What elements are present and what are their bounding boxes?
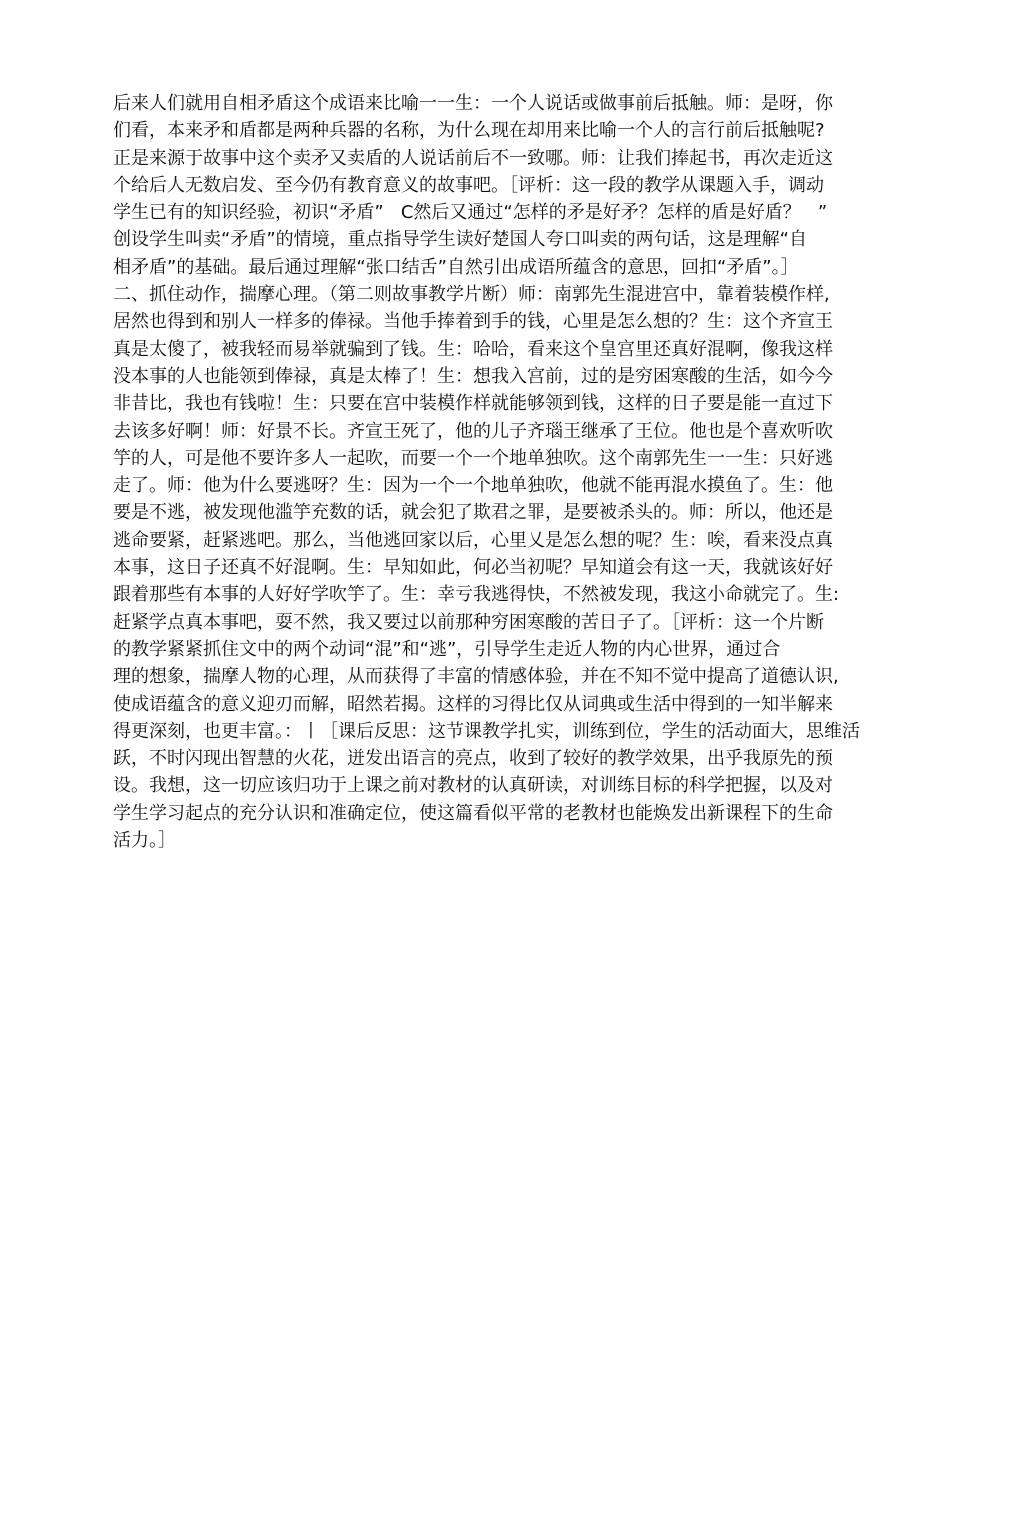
text-line: 正是来源于故事中这个卖矛又卖盾的人说话前后不一致哪。师：让我们捧起书，再次走近这 — [113, 147, 833, 169]
text-line: 跃，不时闪现出智慧的火花，迸发出语言的亮点，收到了较好的教学效果，出乎我原先的预 — [113, 748, 833, 770]
text-line: 理的想象，揣摩人物的心理，从而获得了丰富的情感体验，并在不知不觉中提高了道德认识, — [113, 666, 839, 688]
text-line: 走了。师：他为什么要逃呀？生：因为一个一个地单独吹，他就不能再混水摸鱼了。生：他 — [113, 475, 833, 497]
text-line: 们看，本来矛和盾都是两种兵器的名称，为什么现在却用来比喻一个人的言行前后抵触呢? — [113, 120, 825, 142]
text-line: 个给后人无数启发、至今仍有教育意义的故事吧。［评析：这一段的教学从课题入手，调动 — [113, 174, 824, 196]
text-line: 赶紧学点真本事吧，耍不然，我又要过以前那种穷困寒酸的苦日子了。［评析：这一个片断 — [113, 611, 824, 633]
text-line: 后来人们就用自相矛盾这个成语来比喻一一生：一个人说话或做事前后抵触。师：是呀，你 — [113, 93, 833, 114]
text-line: 学生已有的知识经验，初识“矛盾” C然后又通过“怎样的矛是好矛？怎样的盾是好盾？ ” — [113, 202, 828, 224]
text-line: 没本事的人也能领到俸禄，真是太棒了！生：想我入宫前，过的是穷困寒酸的生活，如今今 — [113, 365, 833, 387]
text-line: 的教学紧紧抓住文中的两个动词“混”和“逃”，引导学生走近人物的内心世界，通过合 — [113, 638, 781, 660]
text-line: 非昔比，我也有钱啦！生：只要在宫中装模作样就能够领到钱，这样的日子要是能一直过下 — [113, 393, 833, 415]
text-line: 居然也得到和别人一样多的俸禄。当他手捧着到手的钱，心里是怎么想的？生：这个齐宣王 — [113, 311, 833, 333]
text-line: 创设学生叫卖“矛盾”的情境，重点指导学生读好楚国人夸口叫卖的两句话，这是理解“自 — [113, 229, 807, 251]
text-line: 要是不逃，被发现他滥竽充数的话，就会犯了欺君之罪，是要被杀头的。师：所以，他还是 — [113, 502, 833, 524]
text-line: 真是太傻了，被我轻而易举就骗到了钱。生：哈哈，看来这个皇宫里还真好混啊，像我这样 — [113, 338, 833, 360]
text-line: 二、抓住动作，揣摩心理。（第二则故事教学片断）师：南郭先生混进宫中，靠着装模作样, — [113, 284, 830, 306]
text-line: 使成语蕴含的意义迎刃而解，昭然若揭。这样的习得比仅从词典或生活中得到的一知半解来 — [113, 693, 833, 715]
text-line: 学生学习起点的充分认识和准确定位，使这篇看似平常的老教材也能焕发出新课程下的生命 — [113, 802, 833, 824]
text-line: 活力。］ — [113, 830, 176, 852]
text-line: 去该多好啊！师：好景不长。齐宣王死了，他的儿子齐瑙王继承了王位。他也是个喜欢听吹 — [113, 420, 833, 442]
text-line: 本事，这日子还真不好混啊。生：早知如此，何必当初呢？早知道会有这一天，我就该好好 — [113, 557, 833, 579]
body-text — [113, 90, 913, 854]
text-line: 竽的人，可是他不要许多人一起吹，而要一个一个地单独吹。这个南郭先生一一生：只好逃 — [113, 447, 833, 469]
text-line: 相矛盾”的基础。最后通过理解“张口结舌”自然引出成语所蕴含的意思，回扣“矛盾”。］ — [113, 256, 799, 278]
text-line: 设。我想，这一切应该归功于上课之前对教材的认真研读，对训练目标的科学把握，以及对 — [113, 775, 833, 797]
text-line: 逃命要紧，赶紧逃吧。那么，当他逃回家以后，心里乂是怎么想的呢？生：唉，看来没点真 — [113, 529, 833, 551]
text-line: 跟着那些有本事的人好好学吹竽了。生：幸亏我逃得快，不然被发现，我这小命就完了。生: — [113, 584, 840, 606]
text-line: 得更深刻，也更丰富。：丨［课后反思：这节课教学扎实，训练到位，学生的活动面大，思维活 — [113, 720, 860, 742]
